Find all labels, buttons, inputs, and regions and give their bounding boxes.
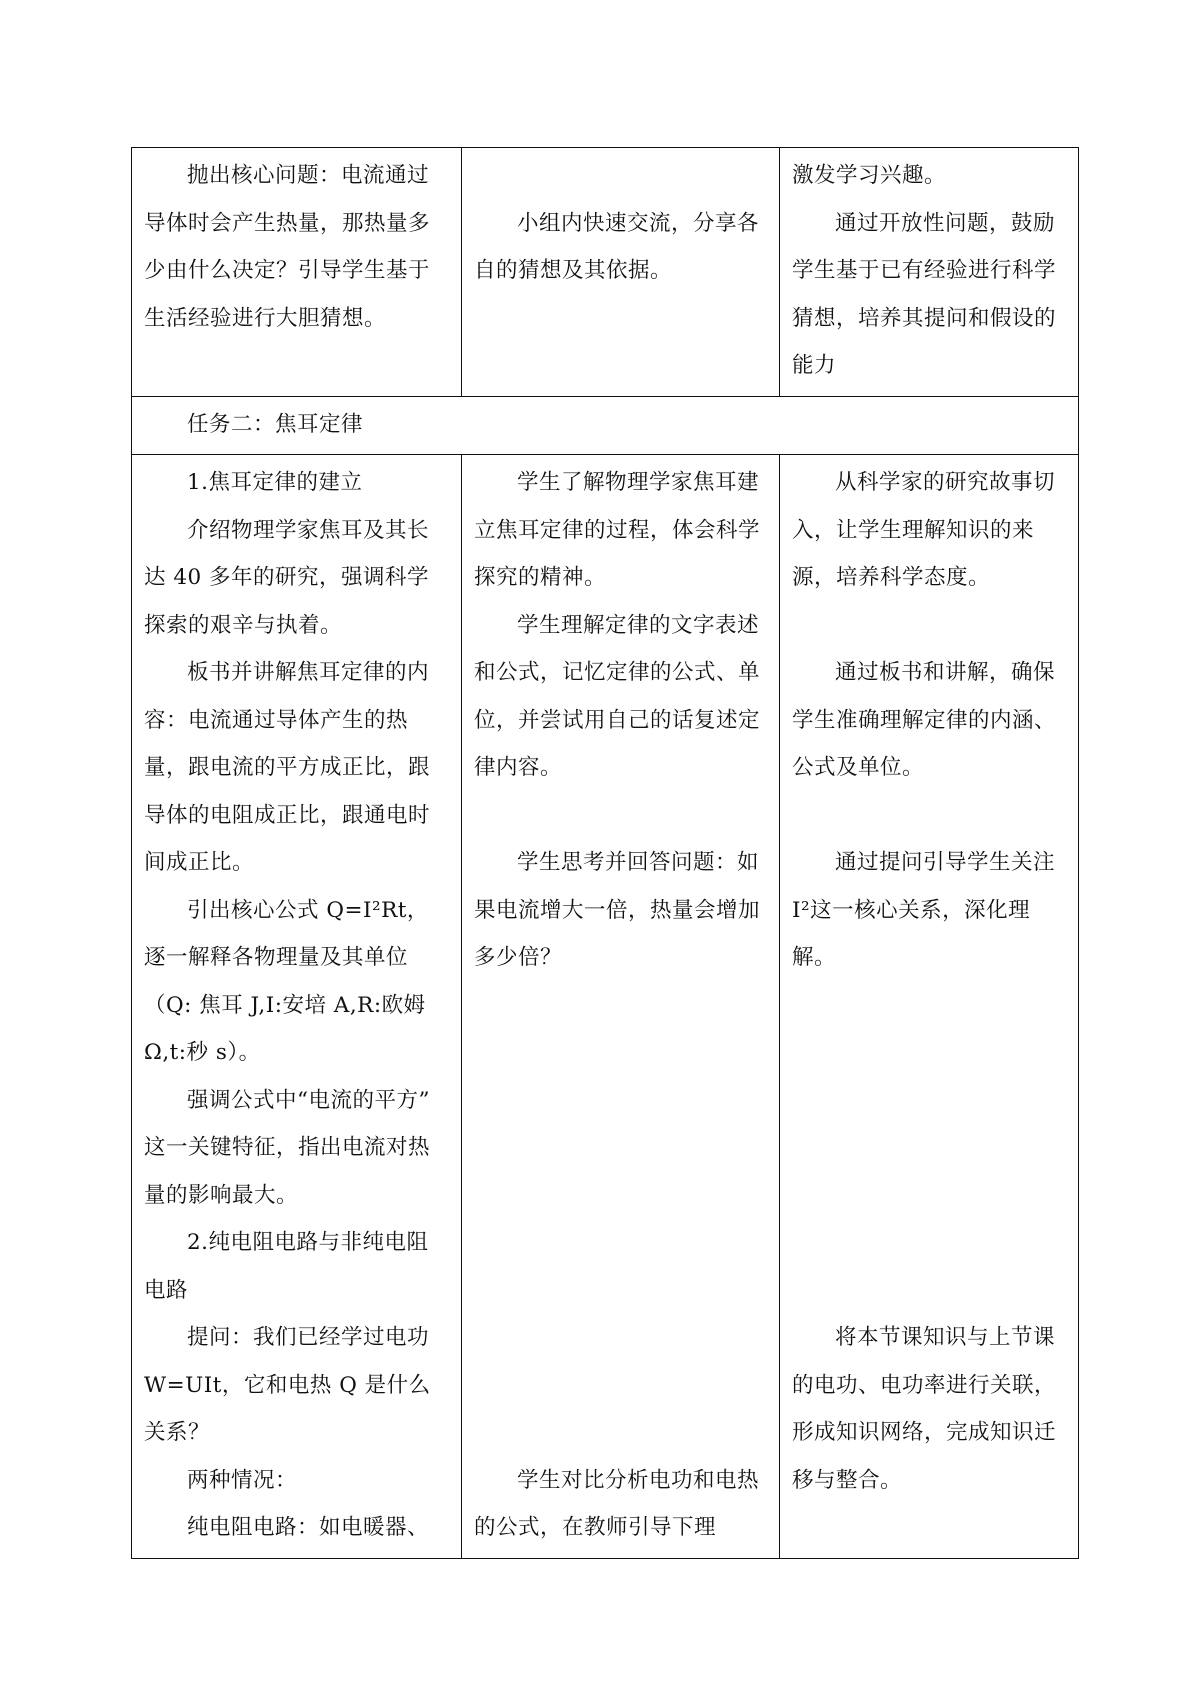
paragraph: 1.焦耳定律的建立: [187, 470, 363, 495]
paragraph: 2.纯电阻电路与非纯电阻电路: [144, 1230, 429, 1303]
paragraph: 从科学家的研究故事切入，让学生理解知识的来源，培养科学态度。: [792, 470, 1056, 590]
paragraph: 纯电阻电路：如电暖器、: [187, 1515, 430, 1540]
paragraph: 提问：我们已经学过电功 W=UIt，它和电热 Q 是什么关系？: [144, 1325, 431, 1445]
teacher-activity-cell: [132, 148, 462, 397]
paragraph: 小组内快速交流，分享各自的猜想及其依据。: [474, 210, 760, 283]
paragraph: 通过板书和讲解，确保学生准确理解定律的内涵、公式及单位。: [792, 660, 1057, 780]
teacher-activity-cell: [132, 455, 462, 1559]
table-row: [132, 455, 1079, 1559]
paragraph: 强调公式中“电流的平方” 这一关键特征，指出电流对热量的影响最大。: [144, 1087, 431, 1208]
paragraph: 介绍物理学家焦耳及其长达 40 多年的研究，强调科学探索的艰辛与执着。: [144, 517, 430, 638]
paragraph: 学生理解定律的文字表述和公式，记忆定律的公式、单位，并尝试用自己的话复述定律内容。: [474, 612, 761, 780]
paragraph: 学生思考并回答问题：如果电流增大一倍，热量会增加多少倍？: [474, 850, 761, 970]
paragraph: 引出核心公式 Q=I²Rt，逐一解释各物理量及其单位（Q: 焦耳 J,I:安培 A,R:欧姆Ω,t:秒 s）。: [144, 897, 429, 1065]
paragraph: 学生对比分析电功和电热的公式，在教师引导下理: [474, 1467, 760, 1540]
paragraph: 通过提问引导学生关注 I²这一核心关系，深化理解。: [792, 850, 1056, 970]
student-activity-cell: [462, 455, 780, 1559]
paragraph: 两种情况：: [187, 1467, 298, 1493]
lesson-plan-table: [131, 147, 1079, 1559]
paragraph: 激发学习兴趣。: [792, 163, 947, 188]
task-title-cell: [132, 396, 1079, 455]
paragraph: 通过开放性问题，鼓励学生基于已有经验进行科学猜想，培养其提问和假设的能力: [792, 210, 1057, 378]
paragraph: 学生了解物理学家焦耳建立焦耳定律的过程，体会科学探究的精神。: [474, 470, 761, 590]
paragraph: 将本节课知识与上节课的电功、电功率进行关联，形成知识网络，完成知识迁移与整合。: [792, 1325, 1057, 1493]
design-intent-cell: [780, 148, 1079, 397]
table-row: [132, 148, 1079, 397]
design-intent-cell: [780, 455, 1079, 1559]
paragraph: 抛出核心问题：电流通过导体时会产生热量，那热量多少由什么决定？引导学生基于生活经验进行大胆猜想。: [144, 163, 431, 331]
task-title: 任务二：焦耳定律: [187, 411, 364, 437]
table-row: [132, 396, 1079, 455]
paragraph: 板书并讲解焦耳定律的内容：电流通过导体产生的热量，跟电流的平方成正比，跟导体的电阻成正比，跟通电时间成正比。: [144, 660, 431, 875]
student-activity-cell: [462, 148, 780, 397]
